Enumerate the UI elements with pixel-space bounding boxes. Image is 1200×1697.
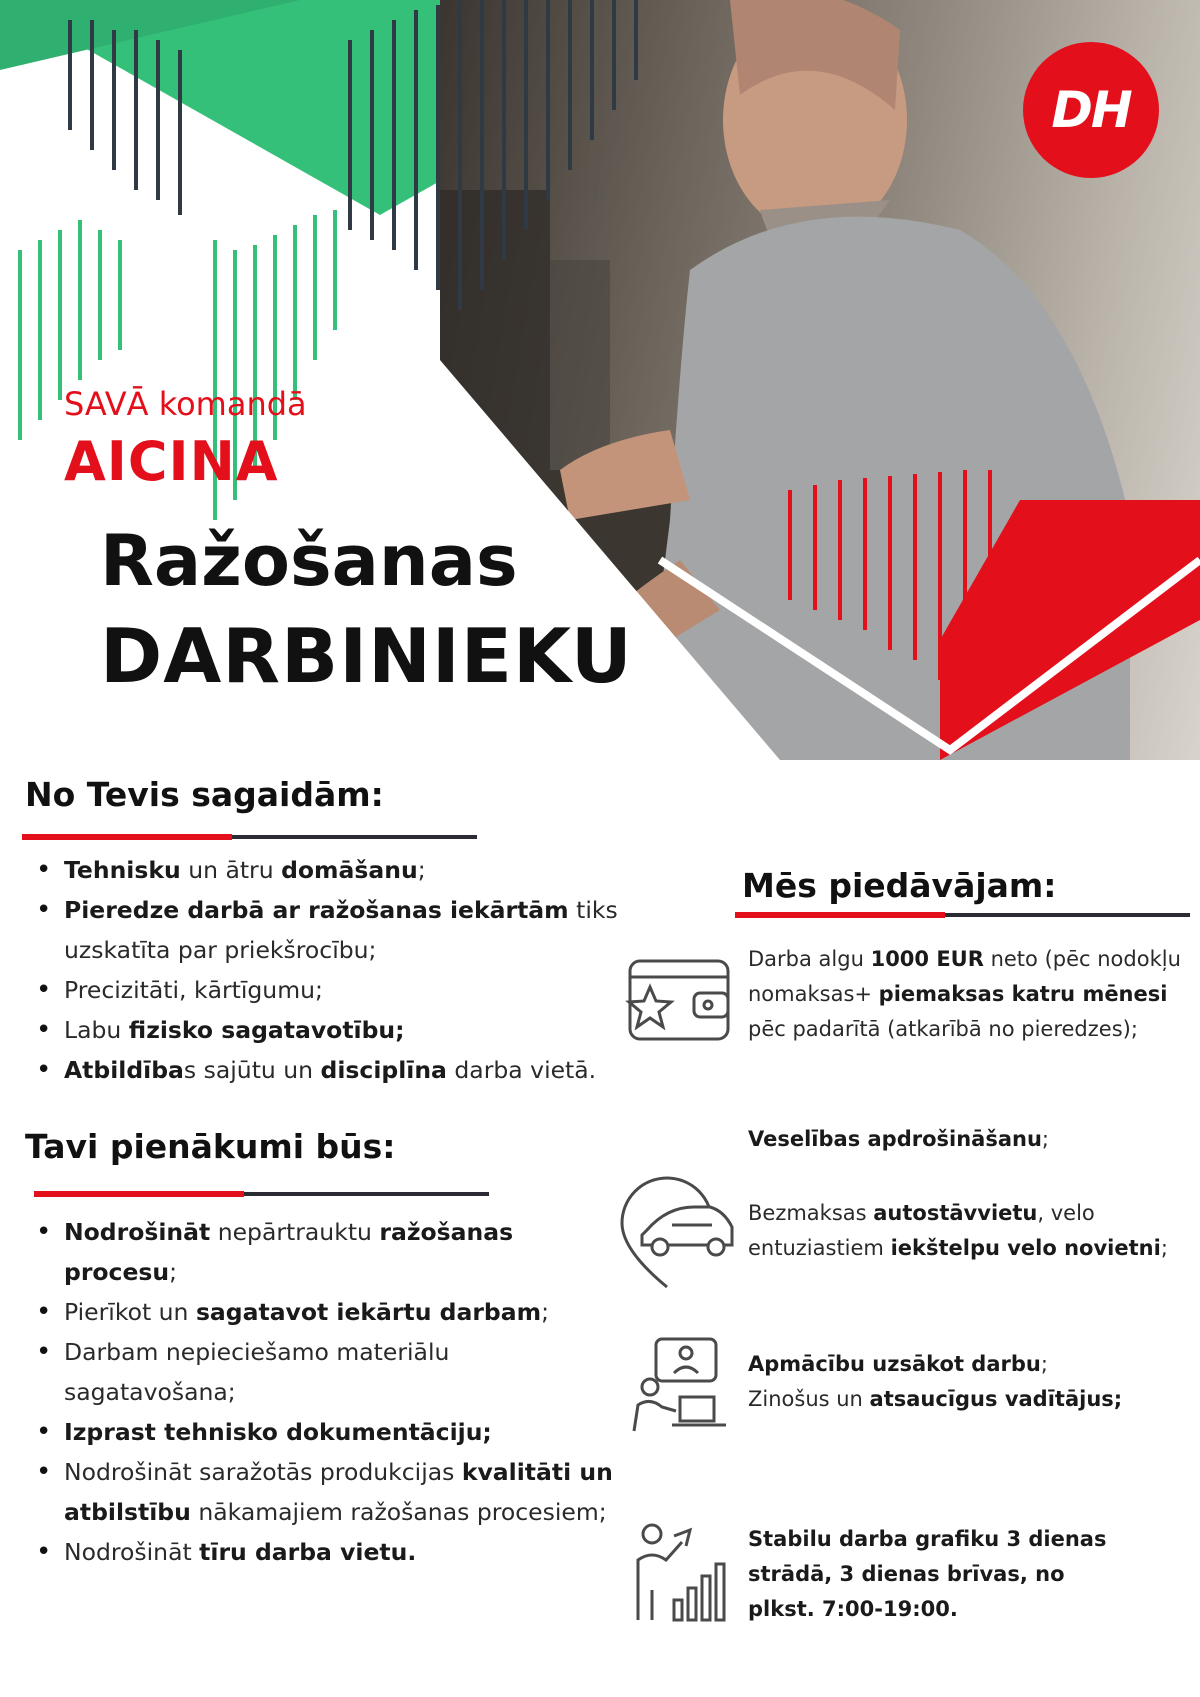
car-location-icon bbox=[612, 1175, 737, 1290]
duties-divider bbox=[34, 1192, 489, 1196]
duties-list bbox=[26, 1212, 624, 1572]
list-item: • Darbam nepieciešamo materiālu sagatavošana; bbox=[64, 1332, 624, 1412]
offer-title: Mēs piedāvājam: bbox=[742, 866, 1057, 905]
list-item: • Labu fizisko sagatavotību; bbox=[64, 1010, 684, 1050]
offer-schedule: Stabilu darba grafiku 3 dienas strādā, 3 dienas brīvas, no plkst. 7:00-19:00. bbox=[748, 1527, 1107, 1621]
list-item: • Atbildības sajūtu un disciplīna darba vietā. bbox=[64, 1050, 684, 1090]
list-item: • Nodrošināt tīru darba vietu. bbox=[64, 1532, 624, 1572]
list-item: • Pieredze darbā ar ražošanas iekārtām tiks uzskatīta par priekšrocību; bbox=[64, 890, 684, 970]
duties-title: Tavi pienākumi būs: bbox=[25, 1127, 396, 1166]
list-item: • Precizitāti, kārtīgumu; bbox=[64, 970, 684, 1010]
growth-chart-icon bbox=[630, 1520, 730, 1630]
hero-tagline-strong: AICINA bbox=[64, 430, 279, 493]
hero-tagline: SAVĀ komandā bbox=[64, 385, 307, 423]
offer-salary: Darba algu 1000 EUR neto (pēc nodokļu nomaksas+ piemaksas katru mēnesi pēc padarītā (atkarībā no pieredzes); bbox=[748, 947, 1181, 1041]
dh-logo: DH bbox=[1023, 42, 1159, 178]
offer-divider bbox=[735, 913, 1190, 917]
job-title-line2: DARBINIEKU bbox=[100, 612, 633, 700]
expect-title: No Tevis sagaidām: bbox=[25, 775, 384, 814]
hero-banner bbox=[0, 0, 1200, 760]
list-item: • Izprast tehnisko dokumentāciju; bbox=[64, 1412, 624, 1452]
online-training-icon bbox=[628, 1335, 738, 1435]
list-item: • Tehnisku un ātru domāšanu; bbox=[64, 850, 684, 890]
list-item: • Nodrošināt saražotās produkcijas kvalitāti un atbilstību nākamajiem ražošanas procesiem; bbox=[64, 1452, 624, 1532]
expect-list bbox=[26, 850, 684, 1090]
list-item: • Nodrošināt nepārtrauktu ražošanas procesu; bbox=[64, 1212, 624, 1292]
list-item: • Pierīkot un sagatavot iekārtu darbam; bbox=[64, 1292, 624, 1332]
offer-insurance: Veselības apdrošināšanu; bbox=[748, 1127, 1049, 1151]
expect-divider bbox=[22, 835, 477, 839]
offer-parking: Bezmaksas autostāvvietu, velo entuziastiem iekštelpu velo novietni; bbox=[748, 1201, 1168, 1260]
offer-training: Apmācību uzsākot darbu; Zinošus un atsaucīgus vadītājus; bbox=[748, 1352, 1123, 1411]
job-title-line1: Ražošanas bbox=[100, 520, 518, 602]
wallet-star-icon bbox=[618, 955, 733, 1055]
